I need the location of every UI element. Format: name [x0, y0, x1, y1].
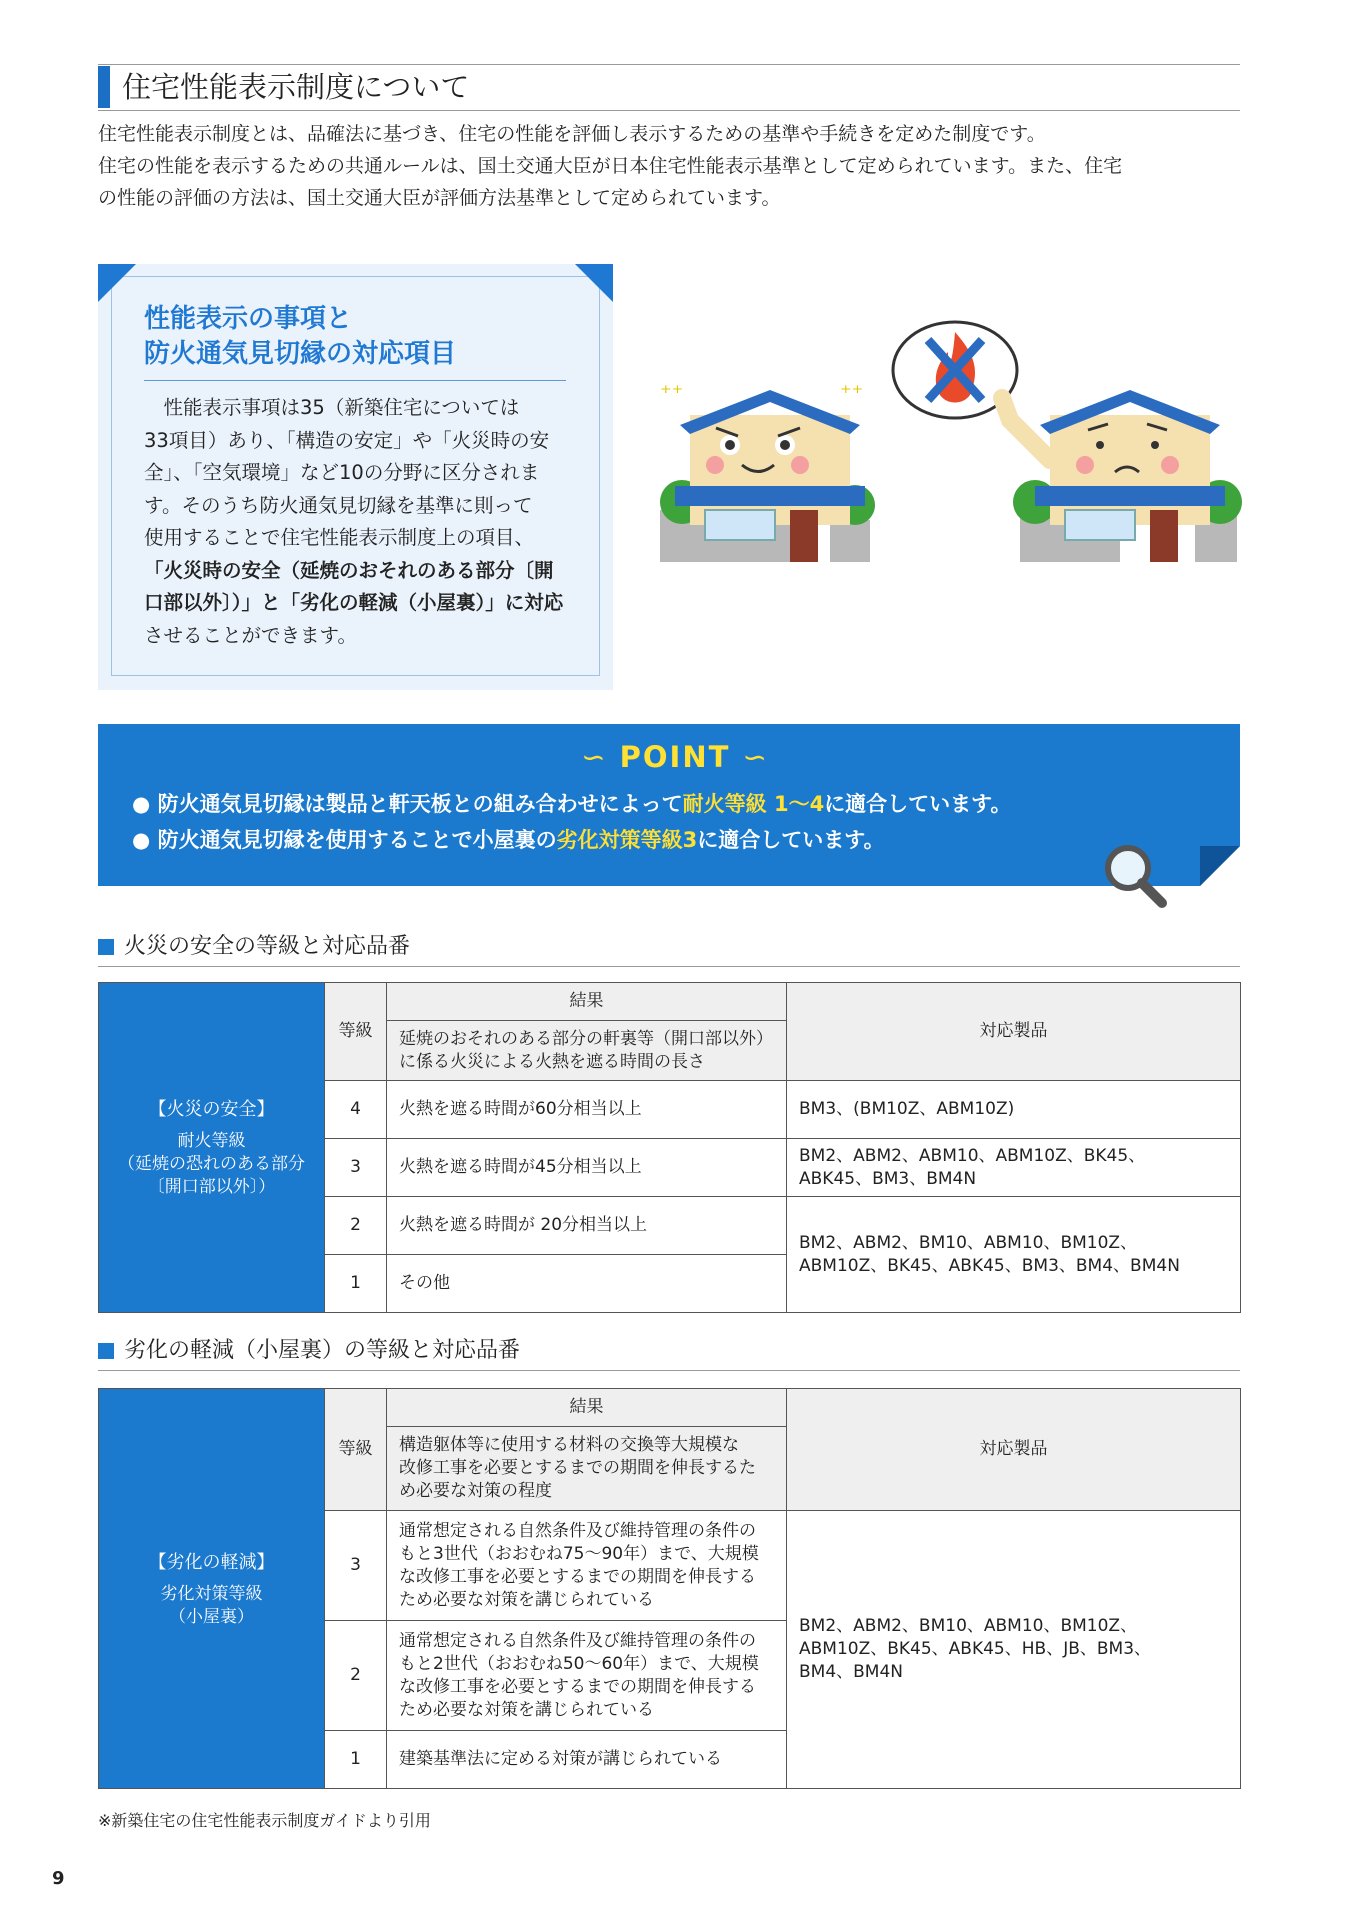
- category-sub: （延焼の恐れのある部分: [118, 1154, 305, 1174]
- fire-safety-table: [98, 982, 1241, 1313]
- info-body-line: 性能表示事項は35（新築住宅については: [144, 396, 520, 419]
- result-subheader-line: め必要な対策の程度: [399, 1481, 552, 1501]
- section-rule: [98, 1370, 1240, 1371]
- header-accent-bar: [98, 66, 110, 108]
- products-line: BM2、ABM2、ABM10、ABM10Z、BK45、: [799, 1145, 1146, 1166]
- products-cell: [787, 1511, 1241, 1789]
- grade-cell: 4: [325, 1081, 387, 1139]
- category-sub: 劣化対策等級: [160, 1583, 263, 1604]
- point-line-2: [132, 824, 885, 856]
- result-header: 結果: [387, 983, 787, 1021]
- products-line: ABK45、BM3、BM4N: [799, 1168, 977, 1189]
- info-body-line: 全」、「空気環境」など10の分野に区分されま: [144, 461, 540, 484]
- info-title-line: 防火通気見切縁の対応項目: [144, 339, 457, 369]
- point-highlight: 劣化対策等級3: [556, 828, 698, 852]
- section-title: 火災の安全の等級と対応品番: [124, 934, 411, 959]
- result-line: もと2世代（おおむね50〜60年）まで、大規模: [399, 1653, 759, 1674]
- info-body-line: 口部以外〕）」と「劣化の軽減（小屋裏）」に対応: [144, 591, 564, 614]
- category-sub: （小屋裏）: [169, 1606, 254, 1627]
- angry-house-icon: [660, 381, 875, 562]
- result-line: 通常想定される自然条件及び維持管理の条件の: [399, 1630, 756, 1651]
- header-rule-top: [98, 64, 1240, 65]
- result-subheader-line: 改修工事を必要とするまでの期間を伸長するた: [399, 1458, 756, 1478]
- grade-cell: 1: [325, 1731, 387, 1789]
- grade-cell: 2: [325, 1197, 387, 1255]
- grade-cell: 3: [325, 1139, 387, 1197]
- category-head: 【劣化の軽減】: [148, 1551, 275, 1573]
- intro-paragraph: [98, 118, 1248, 214]
- house-illustration: [630, 310, 1250, 600]
- products-line: BM4、BM4N: [799, 1662, 904, 1682]
- products-line: BM2、ABM2、BM10、ABM10、BM10Z、: [799, 1616, 1138, 1636]
- intro-line: 住宅の性能を表示するための共通ルールは、国土交通大臣が日本住宅性能表示基準として定められています。また、住宅: [98, 155, 1123, 177]
- result-subheader-line: 構造躯体等に使用する材料の交換等大規模な: [399, 1435, 739, 1455]
- deterioration-table: [98, 1388, 1241, 1789]
- footnote: ※新築住宅の住宅性能表示制度ガイドより引用: [98, 1811, 431, 1830]
- svg-text:⁺⁺: ⁺⁺: [840, 381, 864, 406]
- info-body-line: させることができます。: [144, 623, 357, 647]
- category-cell: [99, 983, 325, 1313]
- result-header: 結果: [387, 1389, 787, 1427]
- result-cell: [387, 1621, 787, 1731]
- point-text: に適合しています。: [697, 828, 885, 852]
- point-text: ● 防火通気見切縁は製品と軒天板との組み合わせによって: [132, 792, 683, 816]
- info-body-line: 33項目）あり、「構造の安定」や「火災時の安: [144, 428, 550, 452]
- result-cell: 火熱を遮る時間が45分相当以上: [387, 1139, 787, 1197]
- products-cell: BM3、(BM10Z、ABM10Z): [787, 1081, 1241, 1139]
- products-line: BM2、ABM2、BM10、ABM10、BM10Z、: [799, 1232, 1138, 1253]
- intro-line: 住宅性能表示制度とは、品確法に基づき、住宅の性能を評価し表示するための基準や手続きを定めた制度です。: [98, 123, 1046, 145]
- point-text: ● 防火通気見切縁を使用することで小屋裏の: [132, 828, 557, 852]
- point-title: ∽ POINT ∽: [581, 740, 769, 774]
- info-box-title: [144, 302, 456, 372]
- products-cell: [787, 1197, 1241, 1313]
- result-subheader-line: に係る火災による火熱を遮る時間の長さ: [399, 1051, 705, 1072]
- point-title-text: POINT: [619, 740, 731, 774]
- info-box-corner: [98, 264, 136, 302]
- result-line: ため必要な対策を講じられている: [399, 1589, 654, 1610]
- result-subheader-line: 延焼のおそれのある部分の軒裏等（開口部以外）: [399, 1028, 773, 1049]
- section-rule: [98, 966, 1240, 967]
- products-cell: [787, 1139, 1241, 1197]
- point-text: に適合しています。: [824, 792, 1012, 816]
- result-line: もと3世代（おおむね75〜90年）まで、大規模: [399, 1543, 759, 1564]
- svg-text:⁺⁺: ⁺⁺: [660, 381, 684, 406]
- section-marker: [98, 939, 114, 955]
- result-cell: 火熱を遮る時間が60分相当以上: [387, 1081, 787, 1139]
- point-line-1: [132, 788, 1012, 820]
- point-fold-shadow: [1200, 846, 1240, 886]
- info-body-line: 「火災時の安全（延焼のおそれのある部分〔開: [144, 558, 554, 582]
- grade-cell: 3: [325, 1511, 387, 1621]
- category-sub: 〔開口部以外〕）: [147, 1177, 276, 1197]
- info-title-line: 性能表示の事項と: [144, 304, 353, 334]
- category-cell: [99, 1389, 325, 1789]
- category-sub: 耐火等級: [177, 1131, 246, 1151]
- result-line: な改修工事を必要とするまでの期間を伸長する: [399, 1676, 756, 1697]
- intro-line: の性能の評価の方法は、国土交通大臣が評価方法基準として定められています。: [98, 187, 781, 209]
- header-rule-bottom: [98, 110, 1240, 111]
- result-line: な改修工事を必要とするまでの期間を伸長する: [399, 1566, 756, 1587]
- result-subheader: [387, 1427, 787, 1511]
- info-box-body: [144, 392, 574, 652]
- magnifier-icon: [1100, 840, 1170, 912]
- grade-header: 等級: [325, 1389, 387, 1511]
- products-line: ABM10Z、BK45、ABK45、HB、JB、BM3、: [799, 1639, 1152, 1659]
- grade-header: 等級: [325, 983, 387, 1081]
- result-cell: その他: [387, 1255, 787, 1313]
- info-box-corner: [575, 264, 613, 302]
- result-line: ため必要な対策を講じられている: [399, 1699, 654, 1720]
- info-box-divider: [144, 380, 566, 381]
- result-cell: 建築基準法に定める対策が講じられている: [387, 1731, 787, 1789]
- point-highlight: 耐火等級 1〜4: [682, 792, 825, 816]
- section-marker: [98, 1343, 114, 1359]
- page-title: 住宅性能表示制度について: [122, 70, 470, 104]
- result-cell: [387, 1511, 787, 1621]
- result-subheader: [387, 1021, 787, 1081]
- products-header: 対応製品: [787, 983, 1241, 1081]
- result-cell: 火熱を遮る時間が 20分相当以上: [387, 1197, 787, 1255]
- grade-cell: 1: [325, 1255, 387, 1313]
- result-line: 通常想定される自然条件及び維持管理の条件の: [399, 1520, 756, 1541]
- products-header: 対応製品: [787, 1389, 1241, 1511]
- worried-house-icon: [1002, 390, 1242, 562]
- products-line: ABM10Z、BK45、ABK45、BM3、BM4、BM4N: [799, 1255, 1180, 1276]
- section-title: 劣化の軽減（小屋裏）の等級と対応品番: [124, 1338, 521, 1363]
- grade-cell: 2: [325, 1621, 387, 1731]
- category-head: 【火災の安全】: [148, 1099, 275, 1120]
- page-number: 9: [52, 1868, 65, 1889]
- info-body-line: 使用することで住宅性能表示制度上の項目、: [144, 526, 535, 549]
- info-body-line: す。そのうち防火通気見切縁を基準に則って: [144, 493, 533, 517]
